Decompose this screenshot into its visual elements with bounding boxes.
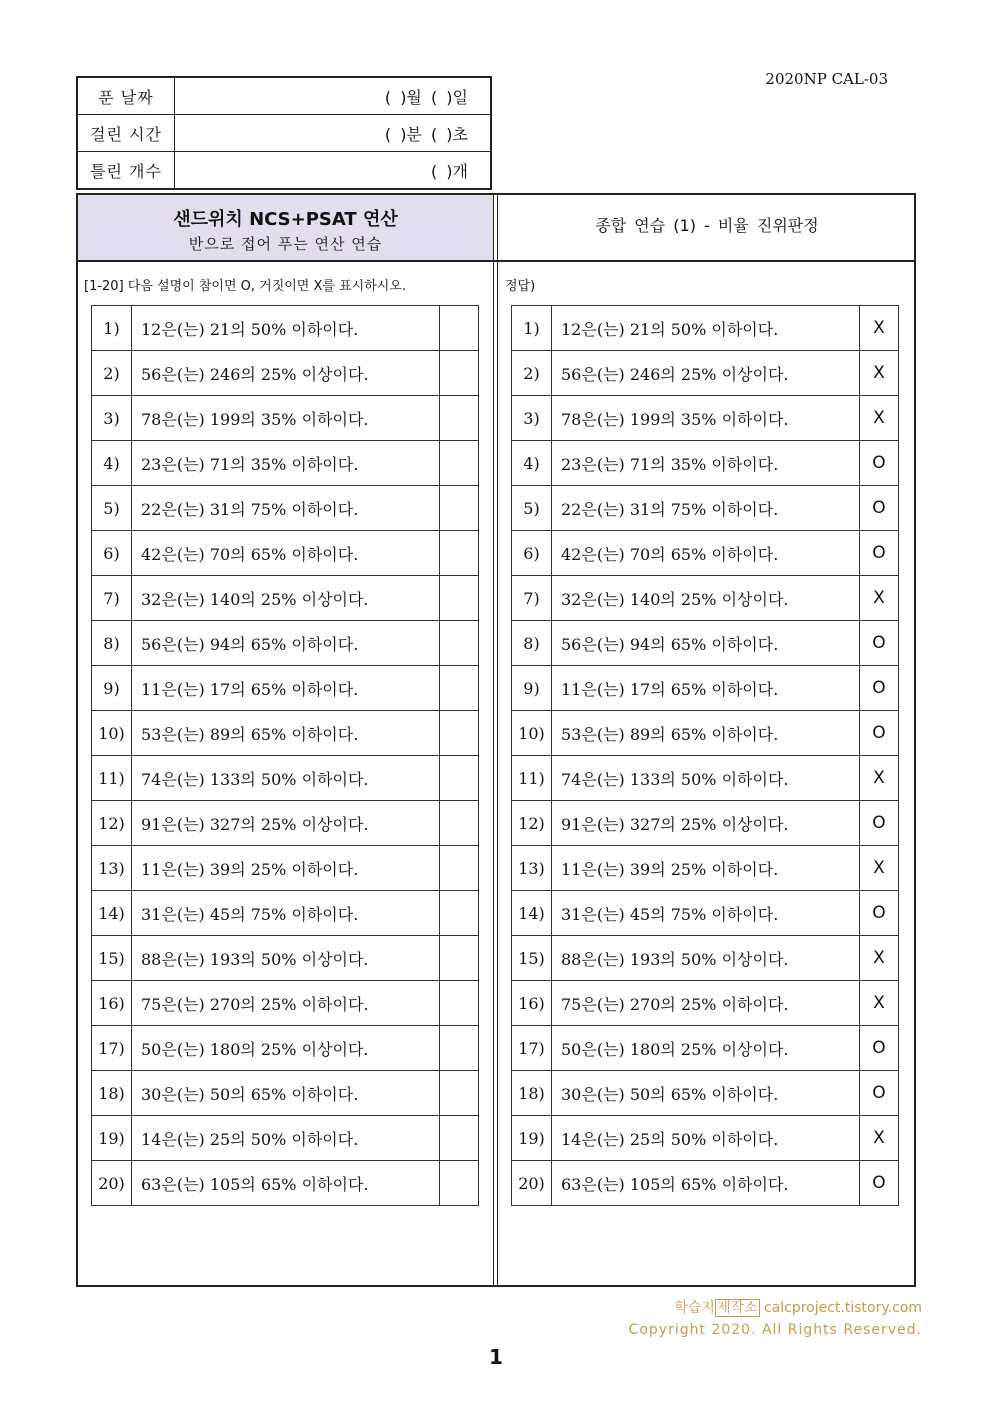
answer-key-table: [511, 305, 899, 1206]
question-statement: 23은(는) 71의 35% 이하이다.: [132, 441, 440, 486]
answer-mark: O: [860, 621, 899, 666]
answer-mark: O: [860, 1026, 899, 1071]
info-value[interactable]: ( )개: [175, 152, 492, 190]
question-statement: 22은(는) 31의 75% 이하이다.: [552, 486, 860, 531]
answer-row: [512, 891, 899, 936]
question-row: [92, 981, 479, 1026]
document-code: 2020NP CAL-03: [765, 70, 888, 88]
answer-blank[interactable]: [440, 936, 479, 981]
question-number: 8): [512, 621, 552, 666]
answer-mark: O: [860, 1161, 899, 1206]
question-row: [92, 531, 479, 576]
question-number: 9): [512, 666, 552, 711]
question-number: 12): [92, 801, 132, 846]
question-statement: 63은(는) 105의 65% 이하이다.: [132, 1161, 440, 1206]
question-statement: 14은(는) 25의 50% 이하이다.: [552, 1116, 860, 1161]
question-statement: 91은(는) 327의 25% 이상이다.: [552, 801, 860, 846]
info-row-date: [77, 77, 491, 115]
question-statement: 30은(는) 50의 65% 이하이다.: [132, 1071, 440, 1116]
question-row: [92, 486, 479, 531]
answer-mark: O: [860, 801, 899, 846]
answer-row: [512, 846, 899, 891]
question-number: 12): [512, 801, 552, 846]
question-statement: 56은(는) 94의 65% 이하이다.: [132, 621, 440, 666]
question-number: 2): [92, 351, 132, 396]
answer-row: [512, 531, 899, 576]
answer-blank[interactable]: [440, 1116, 479, 1161]
question-number: 18): [92, 1071, 132, 1116]
question-statement: 74은(는) 133의 50% 이하이다.: [552, 756, 860, 801]
answer-mark: X: [860, 396, 899, 441]
answer-mark: X: [860, 846, 899, 891]
info-row-time: [77, 115, 491, 152]
question-number: 17): [92, 1026, 132, 1071]
question-number: 7): [512, 576, 552, 621]
info-row-wrong: [77, 152, 491, 190]
question-statement: 78은(는) 199의 35% 이하이다.: [132, 396, 440, 441]
answer-mark: O: [860, 486, 899, 531]
answer-blank[interactable]: [440, 666, 479, 711]
answer-blank[interactable]: [440, 351, 479, 396]
question-statement: 31은(는) 45의 75% 이하이다.: [132, 891, 440, 936]
question-number: 14): [92, 891, 132, 936]
question-statement: 11은(는) 17의 65% 이하이다.: [132, 666, 440, 711]
question-number: 5): [512, 486, 552, 531]
question-row: [92, 801, 479, 846]
question-number: 16): [92, 981, 132, 1026]
info-table: [76, 76, 492, 190]
question-statement: 22은(는) 31의 75% 이하이다.: [132, 486, 440, 531]
question-row: [92, 351, 479, 396]
answer-row: [512, 621, 899, 666]
answer-mark: X: [860, 936, 899, 981]
question-number: 13): [512, 846, 552, 891]
question-table: [91, 305, 479, 1206]
answer-key-label: 정답): [505, 279, 536, 294]
info-value[interactable]: ( )월 ( )일: [175, 77, 492, 115]
answer-row: [512, 306, 899, 351]
answer-row: [512, 1116, 899, 1161]
question-number: 3): [512, 396, 552, 441]
info-label: 푼 날짜: [77, 77, 175, 115]
question-number: 19): [512, 1116, 552, 1161]
question-number: 8): [92, 621, 132, 666]
answer-mark: O: [860, 711, 899, 756]
footer-copyright: Copyright 2020. All Rights Reserved.: [628, 1322, 922, 1338]
answer-blank[interactable]: [440, 846, 479, 891]
question-statement: 78은(는) 199의 35% 이하이다.: [552, 396, 860, 441]
answer-row: [512, 441, 899, 486]
question-row: [92, 891, 479, 936]
question-number: 11): [92, 756, 132, 801]
title-box: [78, 195, 493, 260]
question-statement: 30은(는) 50의 65% 이하이다.: [552, 1071, 860, 1116]
question-number: 1): [92, 306, 132, 351]
question-statement: 32은(는) 140의 25% 이상이다.: [132, 576, 440, 621]
answer-blank[interactable]: [440, 441, 479, 486]
answer-blank[interactable]: [440, 621, 479, 666]
page-number: 1: [489, 1345, 503, 1369]
answer-mark: X: [860, 1116, 899, 1161]
question-number: 10): [512, 711, 552, 756]
question-statement: 88은(는) 193의 50% 이상이다.: [552, 936, 860, 981]
question-statement: 31은(는) 45의 75% 이하이다.: [552, 891, 860, 936]
question-statement: 32은(는) 140의 25% 이상이다.: [552, 576, 860, 621]
info-label: 틀린 개수: [77, 152, 175, 190]
question-number: 19): [92, 1116, 132, 1161]
question-statement: 42은(는) 70의 65% 이하이다.: [552, 531, 860, 576]
question-number: 20): [92, 1161, 132, 1206]
question-statement: 75은(는) 270의 25% 이하이다.: [552, 981, 860, 1026]
answer-blank[interactable]: [440, 981, 479, 1026]
footer-site-boxed: 제작소: [716, 1300, 758, 1316]
question-statement: 56은(는) 94의 65% 이하이다.: [552, 621, 860, 666]
answer-mark: X: [860, 756, 899, 801]
question-number: 17): [512, 1026, 552, 1071]
answer-mark: X: [860, 981, 899, 1026]
question-statement: 12은(는) 21의 50% 이하이다.: [132, 306, 440, 351]
question-statement: 14은(는) 25의 50% 이하이다.: [132, 1116, 440, 1161]
answer-blank[interactable]: [440, 576, 479, 621]
answer-mark: O: [860, 441, 899, 486]
question-number: 7): [92, 576, 132, 621]
answer-mark: O: [860, 666, 899, 711]
question-statement: 42은(는) 70의 65% 이하이다.: [132, 531, 440, 576]
answer-row: [512, 351, 899, 396]
question-number: 6): [512, 531, 552, 576]
question-statement: 53은(는) 89의 65% 이하이다.: [132, 711, 440, 756]
answer-row: [512, 1026, 899, 1071]
question-statement: 12은(는) 21의 50% 이하이다.: [552, 306, 860, 351]
footer-site-url[interactable]: calcproject.tistory.com: [759, 1300, 922, 1316]
instruction-text: [1-20] 다음 설명이 참이면 O, 거짓이면 X를 표시하시오.: [84, 279, 407, 294]
answer-mark: O: [860, 891, 899, 936]
question-number: 4): [512, 441, 552, 486]
answer-mark: X: [860, 351, 899, 396]
question-number: 20): [512, 1161, 552, 1206]
question-row: [92, 576, 479, 621]
answer-blank[interactable]: [440, 1026, 479, 1071]
question-number: 15): [512, 936, 552, 981]
answer-blank[interactable]: [440, 396, 479, 441]
question-number: 3): [92, 396, 132, 441]
info-value[interactable]: ( )분 ( )초: [175, 115, 492, 152]
answer-row: [512, 1161, 899, 1206]
question-number: 5): [92, 486, 132, 531]
question-statement: 53은(는) 89의 65% 이하이다.: [552, 711, 860, 756]
answer-blank[interactable]: [440, 306, 479, 351]
question-row: [92, 711, 479, 756]
answer-mark: O: [860, 531, 899, 576]
worksheet-title: 샌드위치 NCS+PSAT 연산: [173, 209, 398, 230]
answer-row: [512, 981, 899, 1026]
answer-blank[interactable]: [440, 891, 479, 936]
answer-row: [512, 666, 899, 711]
question-number: 1): [512, 306, 552, 351]
answer-blank[interactable]: [440, 486, 479, 531]
info-label: 걸린 시간: [77, 115, 175, 152]
question-row: [92, 1161, 479, 1206]
question-statement: 88은(는) 193의 50% 이상이다.: [132, 936, 440, 981]
header-divider: [76, 260, 916, 262]
answer-blank[interactable]: [440, 801, 479, 846]
question-statement: 91은(는) 327의 25% 이상이다.: [132, 801, 440, 846]
question-row: [92, 396, 479, 441]
question-number: 11): [512, 756, 552, 801]
answer-blank[interactable]: [440, 711, 479, 756]
question-number: 18): [512, 1071, 552, 1116]
question-row: [92, 1116, 479, 1161]
question-number: 15): [92, 936, 132, 981]
question-row: [92, 756, 479, 801]
question-statement: 56은(는) 246의 25% 이상이다.: [552, 351, 860, 396]
question-number: 2): [512, 351, 552, 396]
question-number: 10): [92, 711, 132, 756]
question-row: [92, 846, 479, 891]
question-row: [92, 1071, 479, 1116]
question-statement: 75은(는) 270의 25% 이하이다.: [132, 981, 440, 1026]
footer-site: [674, 1297, 922, 1317]
fold-divider: [493, 193, 494, 1287]
question-number: 4): [92, 441, 132, 486]
answer-blank[interactable]: [440, 1161, 479, 1206]
question-row: [92, 306, 479, 351]
answer-blank[interactable]: [440, 1071, 479, 1116]
question-statement: 11은(는) 39의 25% 이하이다.: [132, 846, 440, 891]
question-statement: 74은(는) 133의 50% 이하이다.: [132, 756, 440, 801]
question-statement: 23은(는) 71의 35% 이하이다.: [552, 441, 860, 486]
answer-row: [512, 801, 899, 846]
answer-row: [512, 396, 899, 441]
question-row: [92, 1026, 479, 1071]
question-number: 9): [92, 666, 132, 711]
question-statement: 56은(는) 246의 25% 이상이다.: [132, 351, 440, 396]
question-row: [92, 666, 479, 711]
answer-row: [512, 576, 899, 621]
question-statement: 11은(는) 39의 25% 이하이다.: [552, 846, 860, 891]
question-statement: 63은(는) 105의 65% 이하이다.: [552, 1161, 860, 1206]
answer-mark: X: [860, 306, 899, 351]
question-number: 13): [92, 846, 132, 891]
answer-row: [512, 711, 899, 756]
answer-blank[interactable]: [440, 756, 479, 801]
question-number: 16): [512, 981, 552, 1026]
answer-row: [512, 936, 899, 981]
question-statement: 50은(는) 180의 25% 이상이다.: [132, 1026, 440, 1071]
answer-row: [512, 756, 899, 801]
question-statement: 50은(는) 180의 25% 이상이다.: [552, 1026, 860, 1071]
question-row: [92, 621, 479, 666]
footer-site-prefix: 학습지: [674, 1300, 715, 1316]
answer-row: [512, 486, 899, 531]
fold-divider: [497, 193, 498, 1287]
worksheet-subtitle: 반으로 접어 푸는 연산 연습: [188, 235, 383, 253]
answer-mark: X: [860, 576, 899, 621]
question-row: [92, 936, 479, 981]
exercise-title: 종합 연습 (1) - 비율 진위판정: [595, 216, 819, 235]
question-number: 14): [512, 891, 552, 936]
answer-blank[interactable]: [440, 531, 479, 576]
answer-mark: O: [860, 1071, 899, 1116]
answer-row: [512, 1071, 899, 1116]
question-number: 6): [92, 531, 132, 576]
question-row: [92, 441, 479, 486]
question-statement: 11은(는) 17의 65% 이하이다.: [552, 666, 860, 711]
